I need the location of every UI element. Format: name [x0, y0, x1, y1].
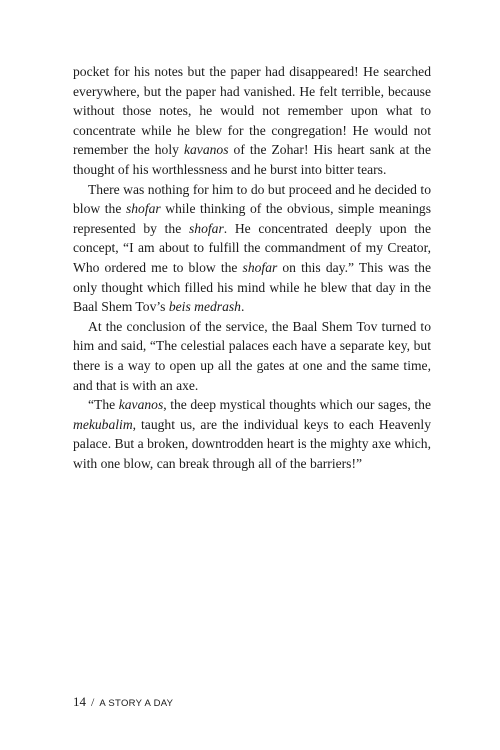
page-footer: [73, 694, 173, 710]
page-body: [73, 62, 431, 473]
text-run: “The: [88, 397, 119, 413]
text-run: pocket for his notes but the paper had disappeared! He searched everywhere, but the paper had vanished. He felt terrible, because without those notes, he would not remember upon what to concentrate while he blew for the congregation! He would not remember the holy: [73, 64, 431, 158]
text-run: of the Zohar! His heart sank at the thought of his worthlessness and he burst into bitter tears.: [73, 142, 431, 177]
paragraph-4: [73, 395, 431, 473]
running-title: A STORY A DAY: [99, 698, 174, 709]
page-number: 14: [73, 694, 86, 709]
italic-term: shofar: [242, 259, 278, 275]
paragraph-1: [73, 62, 431, 180]
text-run: .: [240, 299, 245, 315]
text-run: while thinking of the obvious, simple meanings represented by the: [73, 201, 431, 236]
footer-separator: /: [91, 695, 95, 709]
text-run: , the deep mystical thoughts which our sages, the: [163, 397, 431, 413]
paragraph-2: [73, 180, 431, 317]
italic-term: kavanos: [183, 142, 229, 158]
text-run: At the conclusion of the service, the Baal Shem Tov turned to him and said, “The celestial palaces each have a separate key, but there is a way to open up all the gates at one and the same time, and that is with an axe.: [73, 318, 431, 393]
italic-term: mekubalim: [73, 416, 133, 432]
text-run: There was nothing for him to do but proceed and he decided to blow the: [73, 181, 431, 217]
italic-term: shofar: [188, 220, 224, 236]
italic-term: shofar: [125, 201, 161, 217]
text-run: , taught us, are the individual keys to each Heavenly palace. But a broken, downtrodden heart is the mighty axe which, with one blow, can break through all of the barriers!”: [73, 416, 431, 471]
italic-term: kavanos: [118, 397, 164, 413]
paragraph-3: [73, 317, 431, 395]
text-run: on this day.” This was the only thought which filled his mind while he blew that day in the Baal Shem Tov’s: [73, 259, 431, 315]
text-run: . He concentrated deeply upon the concept, “I am about to fulfill the commandment of my Creator, Who ordered me to blow the: [73, 220, 431, 275]
italic-term: beis medrash: [168, 299, 241, 315]
